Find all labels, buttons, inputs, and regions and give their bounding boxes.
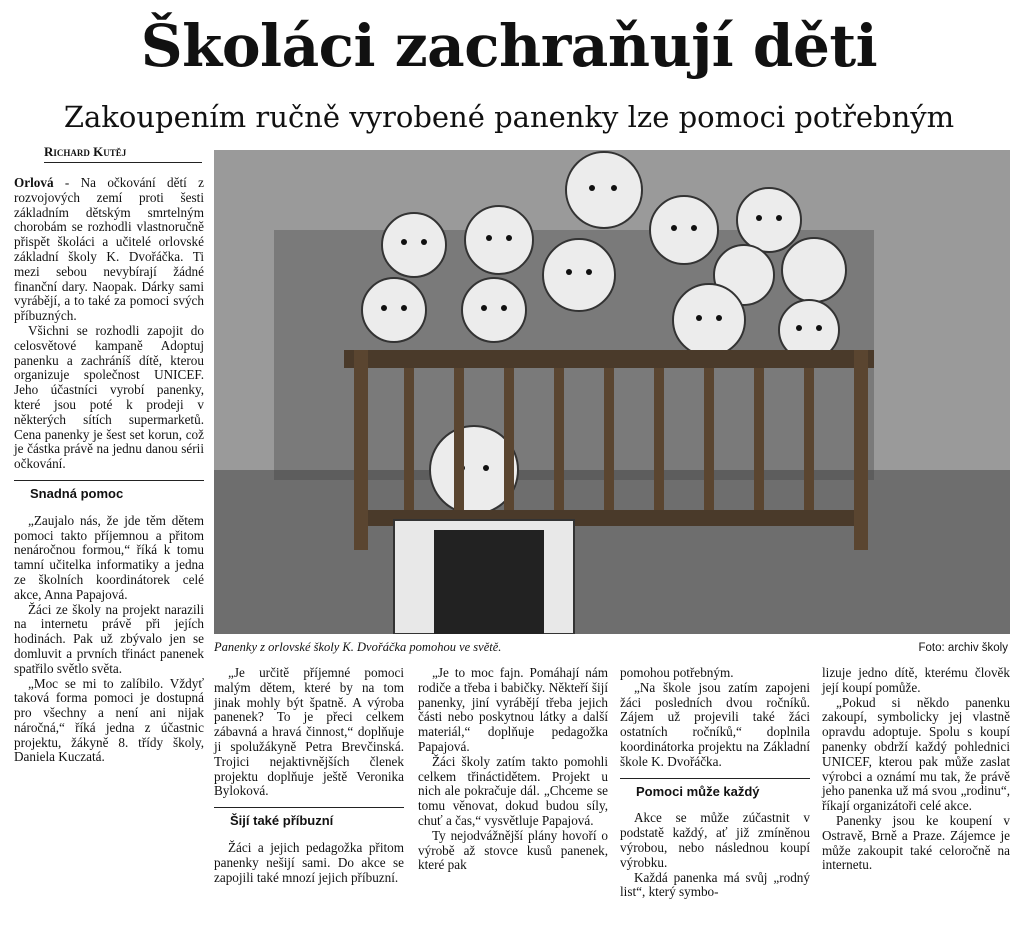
photo-caption: Panenky z orlovské školy K. Dvořáčka pomohou ve světě. — [214, 640, 502, 654]
dolls-in-cradle-illustration — [214, 150, 1010, 634]
section-heading-snadna-pomoc: Snadná pomoc — [14, 480, 204, 508]
photo-credit: Foto: archiv školy — [918, 642, 1008, 654]
section-heading-siji-take-pribuzni: Šijí také příbuzní — [214, 807, 404, 835]
section-heading-pomoci-muze-kazdy: Pomoci může každý — [620, 778, 810, 806]
paragraph: „Moc se mi to zalíbilo. Vždyť taková forma pomoci je dostupná pro všechny a není ani nijak náročná,“ říká jedna z účastnic projektu, žákyně 8. třídy školy, Daniela Kuczatá. — [14, 675, 204, 765]
paragraph: Žáci ze školy na projekt narazili na internetu právě při jejích hodinách. Pak už zbývalo jen se domluvit a prvních třináct panenek spatřilo světlo světa. — [14, 601, 204, 676]
paragraph: pomohou potřebným. — [620, 665, 734, 680]
paragraph: „Pokud si někdo panenku zakoupí, symbolicky jej vlastně opravdu adoptuje. Spolu s koupí panenky obdrží každý pohlednici UNICEF, kterou pak může zaslat výrobci a oznámí mu tak, že právě jeho panenka už má svou „rodinu“, říkají organizátoři celé akce. — [822, 694, 1010, 814]
column-4 — [620, 666, 810, 900]
byline-rule — [44, 162, 202, 163]
dateline-place: Orlová — [14, 175, 54, 190]
paragraph: „Zaujalo nás, že jde těm dětem pomoci takto příjemnou a přitom nenáročnou formou,“ říká k tomu tamní učitelka informatiky a jedna ze školních koordinátorek celé akce, Anna Papajová. — [14, 512, 204, 602]
article-photo — [214, 150, 1010, 634]
paragraph: Panenky jsou ke koupení v Ostravě, Brně a Praze. Zájemce je může zakoupit také celoročně na internetu. — [822, 812, 1010, 873]
byline: Richard Kutěj — [44, 144, 127, 159]
lead-paragraph — [14, 176, 204, 324]
paragraph: „Je to moc fajn. Pomáhají nám rodiče a třeba i babičky. Někteří šijí panenky, jiní vyrábějí třeba jejich části nebo poskytnou látky a další materiál,“ doplňuje pedagožka Papajová. — [418, 665, 608, 754]
headline: Školáci zachraňují děti — [140, 12, 878, 80]
paragraph: Žáci školy zatím takto pomohli celkem třináctidětem. Projekt u nich ale pokračuje dál. „Chceme se tomu věnovat, dokud budou síly, chuť a čas,“ vysvětluje Papajová. — [418, 753, 608, 828]
paragraph: „Na škole jsou zatím zapojeni žáci posledních dvou ročníků. Zájem už projevili také žáci ostatních ročníků,“ doplnila koordinátorka projektu na Základní škole K. Dvořáčka. — [620, 679, 810, 769]
paragraph: Žáci a jejich pedagožka přitom panenky nešijí sami. Do akce se zapojili také mnozí jejich příbuzní. — [214, 839, 404, 885]
paragraph: lizuje jedno dítě, kterému člověk její koupí pomůže. — [822, 665, 1010, 695]
paragraph: Všichni se rozhodli zapojit do celosvětové kampaně Adoptuj panenku a zachráníš dítě, kterou organizuje společnost UNICEF. Jeho účastníci vyrobí panenky, které jsou poté k prodeji v některých sítích supermarketů. Cena panenky je šest set korun, což je částka právě na jednu danou sérii očkování. — [14, 322, 204, 472]
column-2 — [214, 666, 404, 885]
column-3 — [418, 666, 608, 873]
subheadline: Zakoupením ručně vyrobené panenky lze pomoci potřebným — [63, 100, 955, 134]
column-1 — [14, 176, 204, 765]
paragraph: „Je určitě příjemné pomoci malým dětem, které by na tom jinak mohly být špatně. A výroba panenek? To je přeci celkem zábavná a hravá činnost,“ doplňuje ji spolužákyně Petra Brevčinská. Trojici nejaktivnějších členek projektu doplňuje ještě Veronika Byloková. — [214, 665, 404, 799]
paragraph: Akce se může zúčastnit v podstatě každý, ať již zmíněnou výrobou, nebo následnou koupí výrobku. — [620, 810, 810, 870]
paragraph: Každá panenka má svůj „rodný list“, který symbo- — [620, 869, 810, 900]
paragraph: Ty nejodvážnější plány hovoří o výrobě až stovce kusů panenek, které pak — [418, 827, 608, 873]
column-5 — [822, 666, 1010, 873]
lead-text: - Na očkování dětí z rozvojových zemí proti šesti základním dětským smrtelným chorobám se rozhodli vlastnoručně přispět školáci a učitelé orlovské základní školy K. Dvořáčka. Ti mezi sebou nevybírají žádné finanční dary. Naopak. Dárky sami vyrábějí, a to také za pomoci svých příbuzných. — [14, 175, 204, 324]
